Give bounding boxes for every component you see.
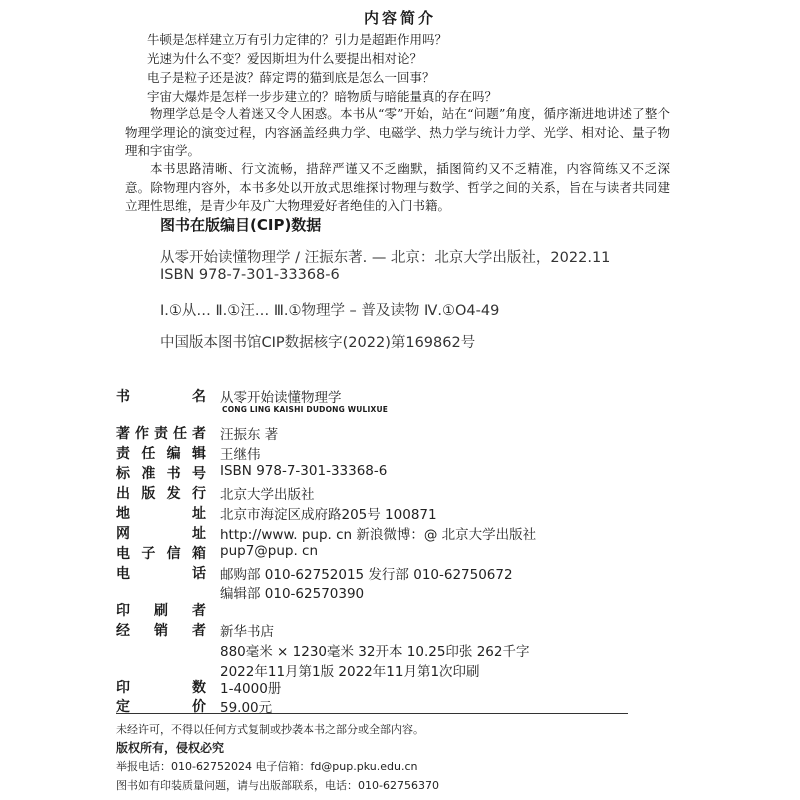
- label-char: 定: [116, 699, 130, 715]
- label-char: 印: [116, 680, 130, 696]
- label-char: 印: [116, 603, 130, 619]
- label-char: 子: [141, 546, 156, 562]
- label-char: 编: [166, 446, 181, 462]
- summary-paragraph: 本书思路清晰、行文流畅，措辞严谨又不乏幽默，插图简约又不乏精准，内容简练又不乏深意。除物理内容外，本书多处以开放式思维探讨物理与数学、哲学之间的关系，旨在与读者共同建立理性思维，是青少年及广大物理爱好者绝佳的入门书籍。: [125, 161, 670, 213]
- label-char: 号: [191, 466, 206, 482]
- label-char: 网: [116, 526, 130, 542]
- label-char: 版: [141, 486, 156, 502]
- label-char: 责: [116, 446, 130, 462]
- editor-value: 王继伟: [220, 447, 261, 463]
- label-char: 任: [173, 426, 187, 442]
- summary-paragraph: 物理学总是令人着迷又令人困惑。本书从“零”开始，站在“问题”角度，循序渐进地讲述了整个物理学理论的演变过程，内容涵盖经典力学、电磁学、热力学与统计力学、光学、相对论、量子物理和宇宙学。: [125, 106, 670, 158]
- label-char: 电: [116, 546, 130, 562]
- summary-question: 电子是粒子还是波？薛定谔的猫到底是怎么一回事？: [147, 70, 435, 85]
- book-name-value: 从零开始读懂物理学: [220, 390, 342, 406]
- label-char: 名: [192, 389, 206, 405]
- label-char: 者: [192, 603, 206, 619]
- cip-line: ISBN 978-7-301-33368-6: [160, 267, 340, 283]
- label-char: 地: [116, 506, 130, 522]
- label-char: 信: [166, 546, 181, 562]
- label-char: 准: [141, 466, 156, 482]
- label-char: 书: [166, 466, 181, 482]
- summary-title: 内容简介: [363, 9, 436, 27]
- phone-value: 邮购部 010-62752015 发行部 010-62750672: [220, 567, 513, 583]
- summary-question: 宇宙大爆炸是怎样一步步建立的？暗物质与暗能量真的存在吗？: [147, 89, 498, 104]
- isbn-label: [116, 463, 206, 483]
- copy-notice: 未经许可，不得以任何方式复制或抄袭本书之部分或全部内容。: [116, 723, 424, 736]
- publisher-value: 北京大学出版社: [220, 487, 315, 503]
- label-char: 刷: [154, 603, 168, 619]
- email-label: [116, 543, 206, 563]
- label-char: 行: [191, 486, 206, 502]
- label-char: 价: [192, 699, 206, 715]
- print-run-label: [116, 677, 206, 697]
- print-run-value: 1-4000册: [220, 681, 282, 697]
- label-char: 出: [116, 486, 130, 502]
- label-char: 作: [135, 426, 149, 442]
- author-label: [116, 423, 206, 443]
- quality-contact: 图书如有印装质量问题，请与出版部联系，电话：010-62756370: [116, 779, 439, 792]
- label-char: 电: [116, 566, 130, 582]
- price-value: 59.00元: [220, 700, 273, 716]
- email-value: pup7@pup. cn: [220, 543, 319, 559]
- distributor-label: [116, 620, 206, 640]
- label-char: 经: [116, 623, 130, 639]
- label-char: 数: [192, 680, 206, 696]
- isbn-value: ISBN 978-7-301-33368-6: [220, 463, 388, 479]
- address-value: 北京市海淀区成府路205号 100871: [220, 507, 437, 523]
- label-char: 著: [116, 426, 130, 442]
- label-char: 话: [192, 566, 206, 582]
- summary-question: 光速为什么不变？爱因斯坦为什么要提出相对论？: [147, 51, 423, 66]
- rights-notice: 版权所有，侵权必究: [116, 741, 225, 755]
- book-pinyin: CONG LING KAISHI DUDONG WULIXUE: [222, 405, 389, 414]
- author-value: 汪振东 著: [220, 427, 279, 443]
- label-char: 责: [154, 426, 168, 442]
- cip-line: 从零开始读懂物理学 / 汪振东著. — 北京：北京大学出版社，2022.11: [160, 250, 611, 266]
- label-char: 任: [141, 446, 156, 462]
- phone-value: 编辑部 010-62570390: [220, 586, 365, 602]
- publisher-label: [116, 483, 206, 503]
- label-char: 发: [166, 486, 181, 502]
- printer-label: [116, 600, 206, 620]
- address-label: [116, 503, 206, 523]
- label-char: 辑: [191, 446, 206, 462]
- website-label: [116, 523, 206, 543]
- label-char: 箱: [191, 546, 206, 562]
- cip-title: 图书在版编目(CIP)数据: [160, 216, 322, 234]
- cip-line: Ⅰ.①从… Ⅱ.①汪… Ⅲ.①物理学 – 普及读物 Ⅳ.①O4-49: [160, 303, 500, 319]
- editor-label: [116, 443, 206, 463]
- label-char: 者: [192, 623, 206, 639]
- phone-label: [116, 563, 206, 583]
- website-value: http://www. pup. cn 新浪微博：@ 北京大学出版社: [220, 527, 537, 543]
- label-char: 者: [192, 426, 206, 442]
- book-name-label: [116, 386, 206, 406]
- label-char: 址: [192, 526, 206, 542]
- label-char: 标: [116, 466, 130, 482]
- label-char: 销: [154, 623, 168, 639]
- format-value: 880毫米 × 1230毫米 32开本 10.25印张 262千字: [220, 644, 530, 660]
- cip-line: 中国版本图书馆CIP数据核字(2022)第169862号: [160, 335, 476, 351]
- report-contact: 举报电话：010-62752024 电子信箱：fd@pup.pku.edu.cn: [116, 760, 418, 773]
- summary-question: 牛顿是怎样建立万有引力定律的？引力是超距作用吗？: [147, 32, 448, 47]
- label-char: 址: [192, 506, 206, 522]
- label-char: 书: [116, 389, 130, 405]
- divider: [116, 713, 628, 714]
- edition-value: 2022年11月第1版 2022年11月第1次印刷: [220, 664, 480, 680]
- distributor-value: 新华书店: [220, 624, 274, 640]
